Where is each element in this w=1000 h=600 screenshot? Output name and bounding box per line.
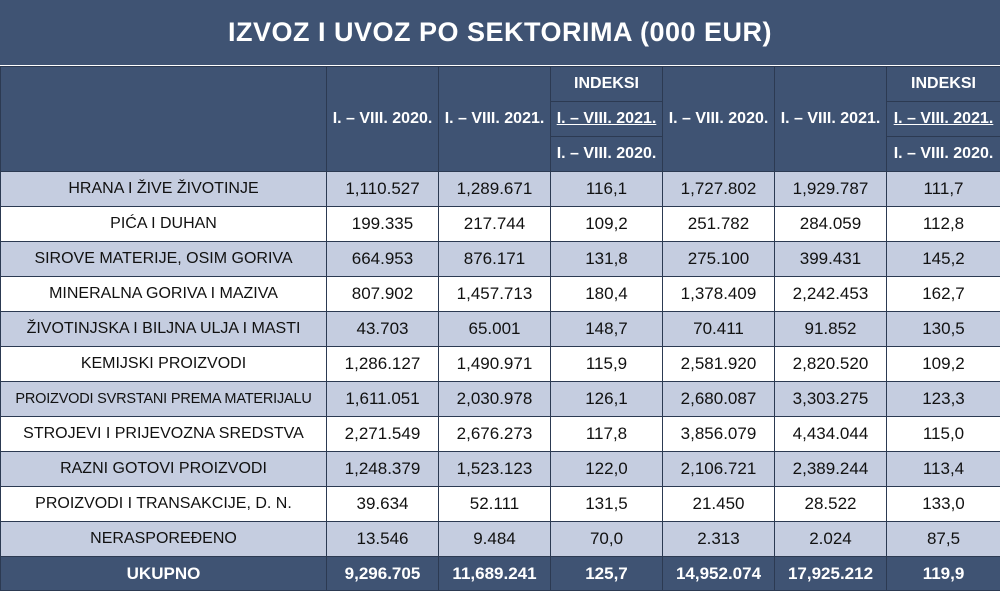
table-row <box>1 172 1000 207</box>
total-label: UKUPNO <box>1 557 327 591</box>
cell-import-2020: 3,856.079 <box>663 417 775 452</box>
cell-import-2020: 21.450 <box>663 487 775 522</box>
cell-import-2021: 2.024 <box>775 522 887 557</box>
row-name: ŽIVOTINJSKA I BILJNA ULJA I MASTI <box>1 312 327 347</box>
row-name: RAZNI GOTOVI PROIZVODI <box>1 452 327 487</box>
header-export-2021: I. – VIII. 2021. <box>439 67 551 172</box>
cell-export-2021: 65.001 <box>439 312 551 347</box>
cell-export-2021: 1,457.713 <box>439 277 551 312</box>
cell-import-index: 112,8 <box>887 207 1000 242</box>
cell-import-index: 87,5 <box>887 522 1000 557</box>
header-export-index-label: INDEKSI <box>551 67 663 102</box>
row-name: NERASPOREĐENO <box>1 522 327 557</box>
cell-export-index: 115,9 <box>551 347 663 382</box>
row-name: PROIZVODI SVRSTANI PREMA MATERIJALU <box>1 382 327 417</box>
table-row <box>1 207 1000 242</box>
cell-export-index: 131,5 <box>551 487 663 522</box>
cell-import-index: 162,7 <box>887 277 1000 312</box>
cell-import-index: 115,0 <box>887 417 1000 452</box>
cell-import-2021: 4,434.044 <box>775 417 887 452</box>
cell-export-2021: 876.171 <box>439 242 551 277</box>
header-import-index-denominator: I. – VIII. 2020. <box>887 137 1000 172</box>
cell-export-2020: 1,110.527 <box>327 172 439 207</box>
cell-export-index: 116,1 <box>551 172 663 207</box>
row-name: MINERALNA GORIVA I MAZIVA <box>1 277 327 312</box>
row-name: HRANA I ŽIVE ŽIVOTINJE <box>1 172 327 207</box>
table-row <box>1 312 1000 347</box>
table-row <box>1 347 1000 382</box>
cell-export-index: 70,0 <box>551 522 663 557</box>
cell-import-2021: 2,242.453 <box>775 277 887 312</box>
header-export-2020: I. – VIII. 2020. <box>327 67 439 172</box>
total-row <box>1 557 1000 591</box>
cell-import-2020: 251.782 <box>663 207 775 242</box>
cell-import-index: 145,2 <box>887 242 1000 277</box>
row-name: SIROVE MATERIJE, OSIM GORIVA <box>1 242 327 277</box>
cell-import-2020: 2,106.721 <box>663 452 775 487</box>
cell-import-2020: 275.100 <box>663 242 775 277</box>
header-export-index-numerator: I. – VIII. 2021. <box>551 102 663 137</box>
cell-export-2021: 1,289.671 <box>439 172 551 207</box>
cell-import-2021: 28.522 <box>775 487 887 522</box>
cell-export-index: 126,1 <box>551 382 663 417</box>
table-row <box>1 277 1000 312</box>
cell-export-2020: 807.902 <box>327 277 439 312</box>
total-import-2020: 14,952.074 <box>663 557 775 591</box>
cell-export-2020: 664.953 <box>327 242 439 277</box>
cell-export-2021: 217.744 <box>439 207 551 242</box>
total-import-index: 119,9 <box>887 557 1000 591</box>
cell-import-2021: 2,389.244 <box>775 452 887 487</box>
row-name: PROIZVODI I TRANSAKCIJE, D. N. <box>1 487 327 522</box>
table-row <box>1 242 1000 277</box>
table-row <box>1 487 1000 522</box>
cell-import-index: 111,7 <box>887 172 1000 207</box>
header-import-2021: I. – VIII. 2021. <box>775 67 887 172</box>
cell-import-2021: 3,303.275 <box>775 382 887 417</box>
cell-export-index: 117,8 <box>551 417 663 452</box>
header-sector-cell <box>1 67 327 172</box>
cell-import-2020: 2,581.920 <box>663 347 775 382</box>
cell-export-2020: 13.546 <box>327 522 439 557</box>
cell-import-2021: 284.059 <box>775 207 887 242</box>
header-import-2020: I. – VIII. 2020. <box>663 67 775 172</box>
cell-export-2021: 52.111 <box>439 487 551 522</box>
table-row <box>1 452 1000 487</box>
cell-export-2020: 39.634 <box>327 487 439 522</box>
cell-import-index: 130,5 <box>887 312 1000 347</box>
total-export-index: 125,7 <box>551 557 663 591</box>
cell-import-index: 133,0 <box>887 487 1000 522</box>
cell-export-2020: 2,271.549 <box>327 417 439 452</box>
table-footer <box>1 557 1000 591</box>
table-title: IZVOZ I UVOZ PO SEKTORIMA (000 EUR) <box>0 0 1000 66</box>
cell-import-2021: 1,929.787 <box>775 172 887 207</box>
cell-import-2021: 91.852 <box>775 312 887 347</box>
cell-export-index: 180,4 <box>551 277 663 312</box>
total-import-2021: 17,925.212 <box>775 557 887 591</box>
trade-table <box>0 66 1000 591</box>
cell-export-2021: 1,523.123 <box>439 452 551 487</box>
cell-export-2020: 1,611.051 <box>327 382 439 417</box>
cell-import-2020: 2,680.087 <box>663 382 775 417</box>
row-name: PIĆA I DUHAN <box>1 207 327 242</box>
header-export-index-denominator: I. – VIII. 2020. <box>551 137 663 172</box>
row-name: STROJEVI I PRIJEVOZNA SREDSTVA <box>1 417 327 452</box>
table-row <box>1 382 1000 417</box>
cell-export-index: 122,0 <box>551 452 663 487</box>
cell-export-index: 109,2 <box>551 207 663 242</box>
cell-import-index: 123,3 <box>887 382 1000 417</box>
cell-export-2020: 43.703 <box>327 312 439 347</box>
cell-export-2020: 199.335 <box>327 207 439 242</box>
row-name: KEMIJSKI PROIZVODI <box>1 347 327 382</box>
table-row <box>1 417 1000 452</box>
header-import-index-label: INDEKSI <box>887 67 1000 102</box>
cell-import-index: 109,2 <box>887 347 1000 382</box>
cell-export-2020: 1,286.127 <box>327 347 439 382</box>
cell-import-index: 113,4 <box>887 452 1000 487</box>
table-row <box>1 522 1000 557</box>
cell-export-2021: 2,676.273 <box>439 417 551 452</box>
cell-import-2021: 2,820.520 <box>775 347 887 382</box>
header-import-index-numerator: I. – VIII. 2021. <box>887 102 1000 137</box>
total-export-2021: 11,689.241 <box>439 557 551 591</box>
cell-import-2020: 70.411 <box>663 312 775 347</box>
table-body <box>1 172 1000 557</box>
cell-export-index: 131,8 <box>551 242 663 277</box>
cell-export-2021: 1,490.971 <box>439 347 551 382</box>
cell-export-2020: 1,248.379 <box>327 452 439 487</box>
cell-export-2021: 9.484 <box>439 522 551 557</box>
cell-import-2020: 1,727.802 <box>663 172 775 207</box>
cell-import-2020: 2.313 <box>663 522 775 557</box>
cell-import-2021: 399.431 <box>775 242 887 277</box>
cell-export-index: 148,7 <box>551 312 663 347</box>
cell-import-2020: 1,378.409 <box>663 277 775 312</box>
table-header <box>1 67 1000 172</box>
cell-export-2021: 2,030.978 <box>439 382 551 417</box>
total-export-2020: 9,296.705 <box>327 557 439 591</box>
